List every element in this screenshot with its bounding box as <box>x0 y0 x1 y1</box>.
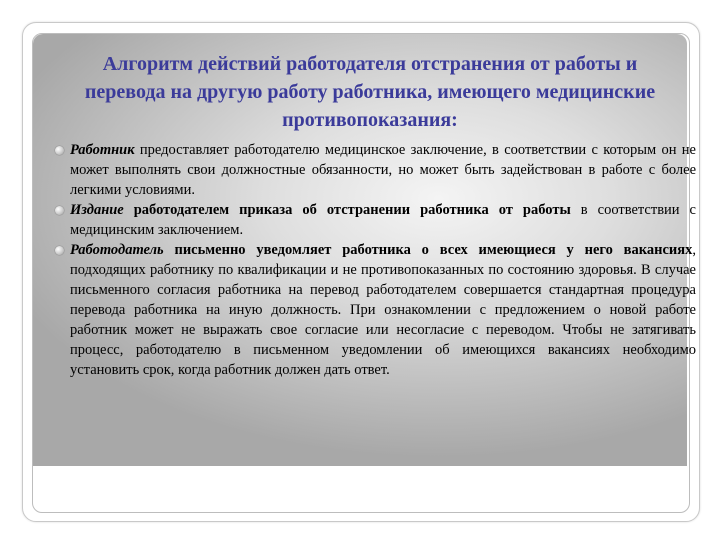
bullet-icon <box>55 206 64 215</box>
item-text: в соответствии с медицинским заключением. <box>70 202 696 238</box>
item-lead: Издание <box>70 202 124 218</box>
bullet-icon <box>55 246 64 255</box>
item-lead: Работник <box>70 142 135 158</box>
list-item <box>70 140 696 200</box>
item-lead: Работодатель <box>70 242 164 258</box>
bullet-list <box>70 140 696 380</box>
item-text: , подходящих работнику по квалификации и не противопоказанных по состоянию здоровья. В случае письменного согласия работника на перевод работодателем совершается стандартная процедура перевода работника на иную должность. При ознакомлении с предложением о новой работе работник может не выражать свое согласие или несогласие с переводом. Чтобы не затягивать процесс, работодателю в письменном уведомлении об имеющихся вакансиях необходимо установить срок, когда работник должен дать ответ. <box>70 242 696 378</box>
bullet-icon <box>55 146 64 155</box>
list-item <box>70 240 696 380</box>
item-bold-text: работодателем приказа об отстранении работника от работы <box>123 202 571 218</box>
item-bold-text: письменно уведомляет работника о всех имеющиеся у него вакансиях <box>163 242 693 258</box>
slide-title: Алгоритм действий работодателя отстранения от работы и перевода на другую работу работника, имеющего медицинские противопоказания: <box>84 53 656 131</box>
list-item <box>70 200 696 240</box>
item-text: предоставляет работодателю медицинское заключение, в соответствии с которым он не может выполнять свои должностные обязанности, но может быть задействован в работе с более легкими условиями. <box>70 142 696 198</box>
